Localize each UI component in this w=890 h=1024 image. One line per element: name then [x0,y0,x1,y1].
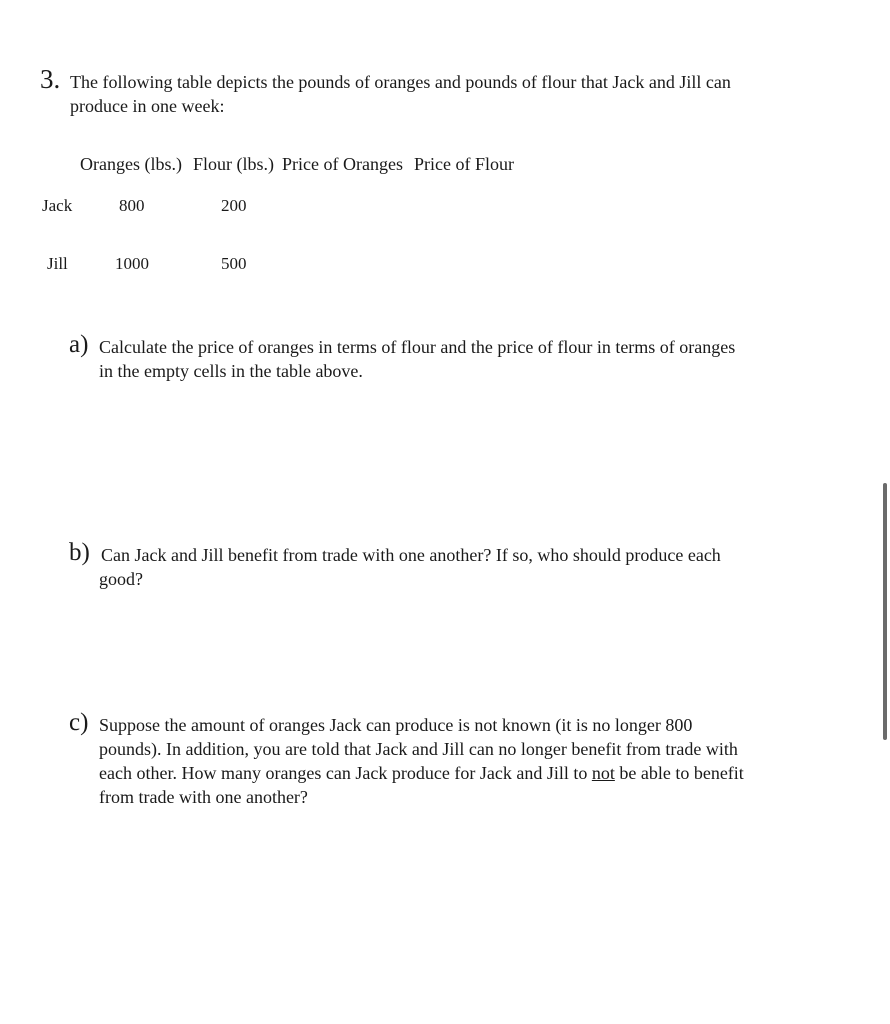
jill-oranges: 1000 [115,254,149,273]
part-b-line1: Can Jack and Jill benefit from trade with one another? If so, who should produce each [101,545,721,565]
part-a-line2: in the empty cells in the table above. [99,361,363,381]
jack-oranges: 800 [119,196,145,215]
part-c-line3 [99,762,744,784]
jack-flour: 200 [221,196,247,215]
question-text-line1: The following table depicts the pounds of oranges and pounds of flour that Jack and Jill can [70,72,731,92]
part-b-line2: good? [99,569,143,589]
row-name-jack: Jack [42,196,73,215]
part-c-letter: c) [69,709,89,736]
jill-flour: 500 [221,254,247,273]
part-c-underlined-not: not [591,763,615,783]
part-a-letter: a) [69,331,89,358]
vertical-scrollbar[interactable] [883,483,887,740]
header-price-flour: Price of Flour [414,154,514,174]
part-c-line4: from trade with one another? [99,787,308,807]
question-number: 3. [40,64,61,94]
part-a-line1: Calculate the price of oranges in terms of flour and the price of flour in terms of oranges [99,337,736,357]
part-c-line3-start: each other. How many oranges can Jack produce for Jack and Jill to [99,763,592,783]
part-b-letter: b) [69,539,90,566]
question-text-line2: produce in one week: [70,96,225,116]
row-name-jill: Jill [47,254,68,273]
part-c-line1: Suppose the amount of oranges Jack can produce is not known (it is no longer 800 [99,715,693,735]
part-c-line3-end: be able to benefit [614,763,744,783]
header-flour: Flour (lbs.) [193,154,274,174]
header-oranges: Oranges (lbs.) [80,154,182,174]
part-c-line2: pounds). In addition, you are told that Jack and Jill can no longer benefit from trade with [99,739,738,759]
header-price-oranges: Price of Oranges [282,154,403,174]
